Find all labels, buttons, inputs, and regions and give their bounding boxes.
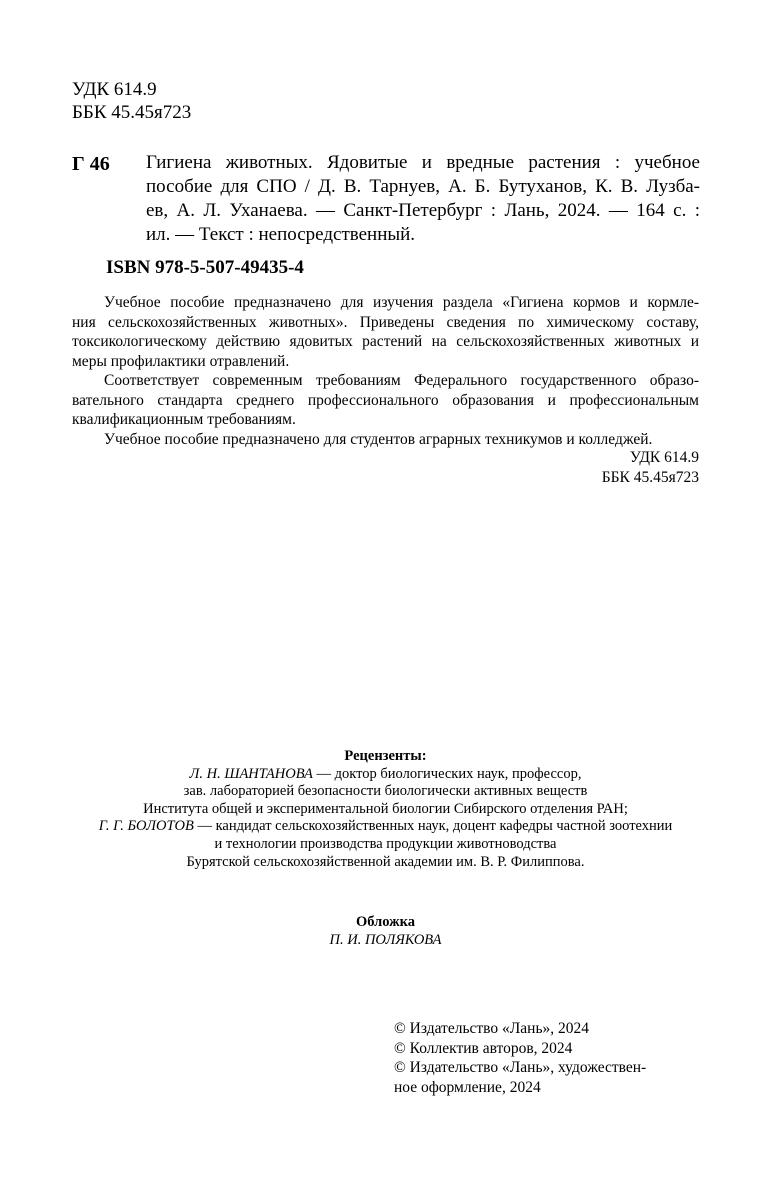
reviewer-line: Бурятской сельскохозяйственной академии им. В. Р. Филиппова. <box>186 853 585 870</box>
annotation-line: Учебное пособие предназначено для изучения раздела «Гигиена кормов и кормле- <box>104 294 699 311</box>
reviewers-block <box>72 748 699 871</box>
biblio-line: ил. — Текст : непосредственный. <box>146 224 416 245</box>
reviewer-title: — доктор биологических наук, профессор, <box>312 765 582 782</box>
reviewer-line: зав. лабораторией безопасности биологически активных веществ <box>183 783 588 800</box>
cover-credit <box>72 914 699 949</box>
reviewer-line: и технологии производства продукции животноводства <box>214 835 557 852</box>
cover-artist: П. И. ПОЛЯКОВА <box>329 931 442 948</box>
copyright-line: ное оформление, 2024 <box>394 1078 541 1096</box>
reviewer-line <box>72 766 699 784</box>
annotation-line: Учебное пособие предназначено для студентов аграрных техникумов и колледжей. <box>104 430 653 448</box>
copyright-line: © Коллектив авторов, 2024 <box>394 1039 573 1057</box>
biblio-line: ев, А. Л. Уханаева. — Санкт-Петербург : Лань, 2024. — 164 с. : <box>146 200 700 221</box>
annotation-line: меры профилактики отравлений. <box>72 352 290 370</box>
udk-code: УДК 614.9 <box>72 79 157 100</box>
biblio-line: пособие для СПО / Д. В. Тарнуев, А. Б. Бутуханов, К. В. Лузба- <box>146 176 700 197</box>
bibliographic-description <box>146 151 700 247</box>
copyright-block <box>394 1019 646 1097</box>
annotation-line: токсикологическому действию ядовитых растений на сельскохозяйственных животных и <box>72 333 699 350</box>
isbn: ISBN 978-5-507-49435-4 <box>106 257 304 278</box>
annotation-line: ния сельскохозяйственных животных». Приведены сведения по химическому составу, <box>72 313 699 331</box>
reviewer-line <box>72 818 699 836</box>
reviewer-name: Л. Н. ШАНТАНОВА <box>189 765 313 782</box>
udk-code: УДК 614.9 <box>629 449 699 466</box>
biblio-line: Гигиена животных. Ядовитые и вредные растения : учебное <box>146 152 700 173</box>
reviewer-title: — кандидат сельскохозяйственных наук, доцент кафедры частной зоотехнии <box>193 818 673 835</box>
annotation <box>72 293 699 449</box>
bbk-code: ББК 45.45я723 <box>601 468 699 486</box>
author-mark: Г 46 <box>72 153 110 175</box>
copyright-line: © Издательство «Лань», 2024 <box>394 1020 590 1037</box>
annotation-line: вательного стандарта среднего профессионального образования и профессиональным <box>72 391 699 409</box>
reviewer-name: Г. Г. БОЛОТОВ <box>98 818 194 835</box>
bbk-code: ББК 45.45я723 <box>72 102 192 123</box>
classification-header <box>72 78 191 124</box>
copyright-line: © Издательство «Лань», художествен- <box>394 1059 647 1076</box>
annotation-line: Соответствует современным требованиям Федерального государственного образо- <box>104 372 699 389</box>
annotation-line: квалификационным требованиям. <box>72 411 296 428</box>
reviewer-line: Института общей и экспериментальной биологии Сибирского отделения РАН; <box>143 800 628 817</box>
reviewers-heading: Рецензенты: <box>344 748 427 764</box>
cover-heading: Обложка <box>355 914 416 930</box>
classification-footer <box>602 448 699 487</box>
